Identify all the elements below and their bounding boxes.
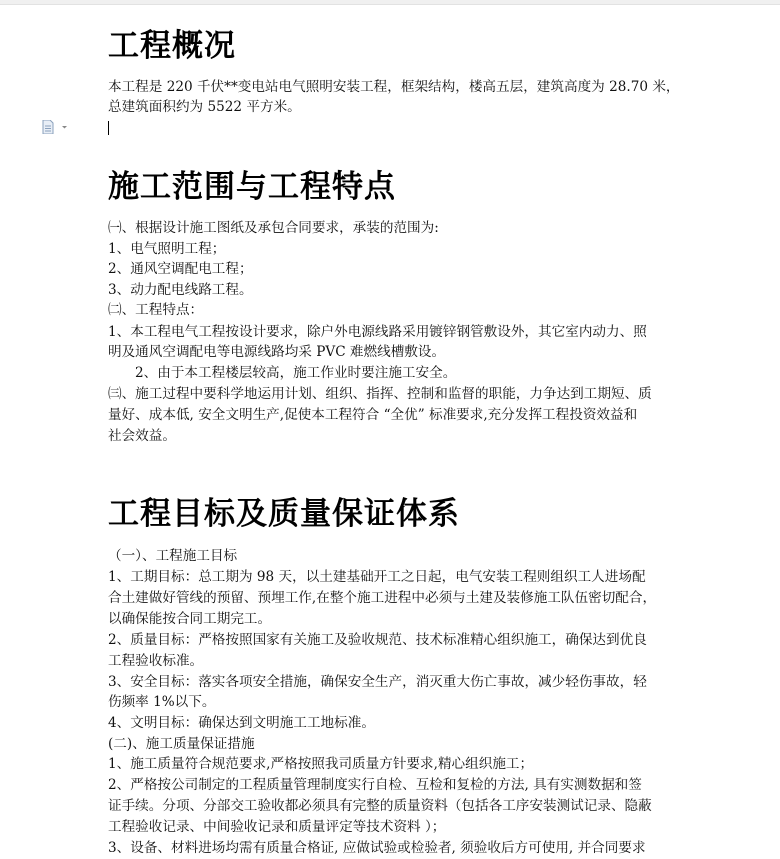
paragraph-line: ㈢、施工过程中要科学地运用计划、组织、指挥、控制和监督的职能，力争达到工期短、质 — [108, 386, 652, 402]
heading-project-overview: 工程概况 — [108, 28, 236, 64]
document-options-icon[interactable] — [42, 120, 68, 134]
paragraph-line: 量好、成本低, 安全文明生产,促使本工程符合 “全优” 标准要求,充分发挥工程投资效益和 — [108, 407, 638, 423]
paragraph-line: （一）、工程施工目标 — [108, 548, 238, 564]
text-cursor — [108, 121, 109, 135]
paragraph-line: 3、动力配电线路工程。 — [108, 282, 253, 298]
heading-scope-features: 施工范围与工程特点 — [108, 169, 396, 205]
paragraph-line: ㈠、根据设计施工图纸及承包合同要求，承装的范围为: — [108, 220, 439, 236]
paragraph-line: 2、质量目标：严格按照国家有关施工及验收规范、技术标准精心组织施工，确保达到优良 — [108, 632, 647, 648]
paragraph-line: 3、设备、材料进场均需有质量合格证, 应做试验或检验者, 须验收后方可使用, 并合同要求 — [108, 840, 646, 856]
paragraph-line: 1、工期目标：总工期为 98 天，以土建基础开工之日起，电气安装工程则组织工人进场配 — [108, 569, 646, 585]
paragraph-line: 2、通风空调配电工程； — [108, 261, 253, 277]
paragraph-line: 本工程是 220 千伏**变电站电气照明安装工程，框架结构，楼高五层，建筑高度为 28.70 米， — [108, 79, 680, 95]
paragraph-line: 2、由于本工程楼层较高，施工作业时要注施工安全。 — [135, 365, 457, 381]
paragraph-line: 伤频率 1%以下。 — [108, 694, 216, 710]
paragraph-line: 2、严格按公司制定的工程质量管理制度实行自检、互检和复检的方法, 具有实测数据和签 — [108, 777, 642, 793]
paragraph-line: 以确保能按合同工期完工。 — [108, 611, 272, 627]
paragraph-line: ㈡、工程特点： — [108, 302, 204, 318]
paragraph-line: 明及通风空调配电等电源线路均采 PVC 难燃线槽敷设。 — [108, 344, 446, 360]
paragraph-line: 1、本工程电气工程按设计要求，除户外电源线路采用镀锌钢管敷设外，其它室内动力、照 — [108, 324, 647, 340]
paragraph-line: 总建筑面积约为 5522 平方米。 — [108, 99, 301, 115]
paragraph-line: 1、施工质量符合规范要求,严格按照我司质量方针要求,精心组织施工； — [108, 756, 534, 772]
heading-goals-quality: 工程目标及质量保证体系 — [108, 496, 460, 532]
paragraph-line: 1、电气照明工程； — [108, 241, 226, 257]
paragraph-line: 证手续。分项、分部交工验收都必须具有完整的质量资料（包括各工序安装测试记录、隐蔽 — [108, 798, 652, 814]
paragraph-line: 3、安全目标：落实各项安全措施，确保安全生产，消灭重大伤亡事故，减少轻伤事故，轻 — [108, 674, 647, 690]
paragraph-line: 工程验收记录、中间验收记录和质量评定等技术资料 ）； — [108, 819, 446, 835]
paragraph-line: 社会效益。 — [108, 428, 176, 444]
paragraph-line: 合土建做好管线的预留、预埋工作,在整个施工进程中必须与土建及装修施工队伍密切配合， — [108, 590, 657, 606]
paragraph-line: 工程验收标准。 — [108, 653, 204, 669]
window-top-edge — [0, 0, 780, 5]
paragraph-line: 4、文明目标：确保达到文明施工工地标准。 — [108, 715, 375, 731]
paragraph-line: (二)、施工质量保证措施 — [108, 736, 255, 752]
